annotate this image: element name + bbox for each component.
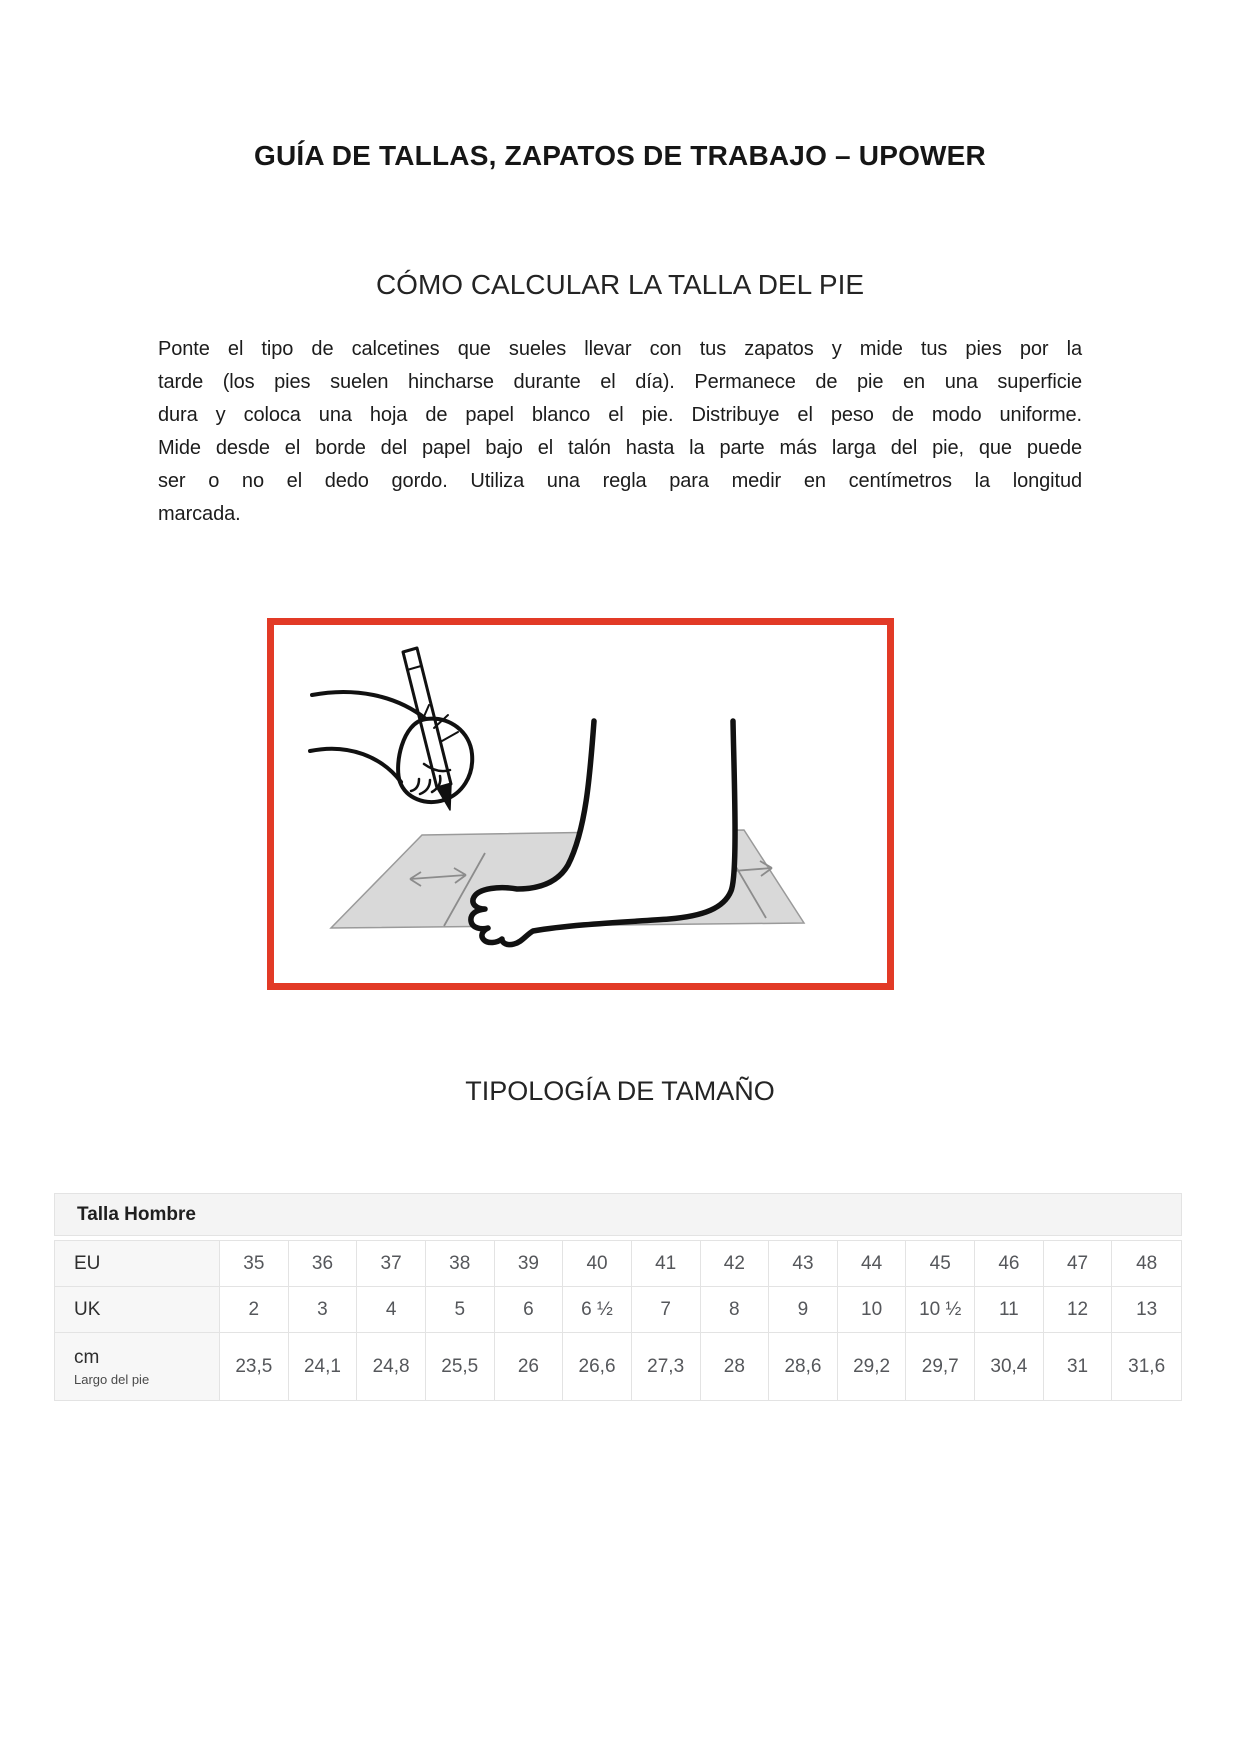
size-cell: 2 bbox=[220, 1287, 289, 1332]
size-cell: 9 bbox=[769, 1287, 838, 1332]
size-table-header bbox=[54, 1193, 1182, 1236]
size-cell: 11 bbox=[975, 1287, 1044, 1332]
size-cell: 12 bbox=[1044, 1287, 1113, 1332]
size-cell: 44 bbox=[838, 1241, 907, 1286]
size-cell: 39 bbox=[495, 1241, 564, 1286]
paragraph-line: dura y coloca una hoja de papel blanco el pie. Distribuye el peso de modo uniforme. bbox=[158, 404, 1082, 426]
size-cell: 13 bbox=[1112, 1287, 1181, 1332]
size-cell: 40 bbox=[563, 1241, 632, 1286]
size-table-grid bbox=[54, 1240, 1182, 1401]
foot-measurement-illustration bbox=[267, 618, 894, 990]
hand-with-pencil bbox=[312, 692, 426, 719]
size-cell: 41 bbox=[632, 1241, 701, 1286]
paragraph-line: Ponte el tipo de calcetines que sueles llevar con tus zapatos y mide tus pies por la bbox=[158, 338, 1082, 360]
size-cell: 26,6 bbox=[563, 1333, 632, 1400]
size-cell: 4 bbox=[357, 1287, 426, 1332]
size-cell: 23,5 bbox=[220, 1333, 289, 1400]
size-cell: 37 bbox=[357, 1241, 426, 1286]
size-cell: 43 bbox=[769, 1241, 838, 1286]
size-cell: 36 bbox=[289, 1241, 358, 1286]
size-cell: 48 bbox=[1112, 1241, 1181, 1286]
paragraph-line: tarde (los pies suelen hincharse durante el día). Permanece de pie en una superficie bbox=[158, 371, 1082, 393]
size-cell: 42 bbox=[701, 1241, 770, 1286]
size-cell: 6 ½ bbox=[563, 1287, 632, 1332]
instructions-paragraph bbox=[158, 333, 1082, 531]
size-table bbox=[54, 1193, 1182, 1401]
size-cell: 47 bbox=[1044, 1241, 1113, 1286]
size-cell: 31,6 bbox=[1112, 1333, 1181, 1400]
section-heading-how-to-measure: CÓMO CALCULAR LA TALLA DEL PIE bbox=[375, 269, 865, 300]
size-cell: 28,6 bbox=[769, 1333, 838, 1400]
row-sublabel-foot-length: Largo del pie bbox=[74, 1371, 150, 1387]
row-label-eu: EU bbox=[55, 1241, 220, 1286]
size-cell: 5 bbox=[426, 1287, 495, 1332]
row-label-cm: cm Largo del pie bbox=[55, 1333, 220, 1400]
size-cell: 24,1 bbox=[289, 1333, 358, 1400]
size-cell: 31 bbox=[1044, 1333, 1113, 1400]
size-cell: 10 bbox=[838, 1287, 907, 1332]
size-cell: 10 ½ bbox=[906, 1287, 975, 1332]
size-cell: 29,7 bbox=[906, 1333, 975, 1400]
table-row-uk bbox=[55, 1286, 1181, 1332]
size-cell: 30,4 bbox=[975, 1333, 1044, 1400]
paragraph-line: Mide desde el borde del papel bajo el talón hasta la parte más larga del pie, que puede bbox=[158, 437, 1082, 459]
size-cell: 24,8 bbox=[357, 1333, 426, 1400]
section-heading-size-typology: TIPOLOGÍA DE TAMAÑO bbox=[465, 1076, 775, 1106]
row-label-uk: UK bbox=[55, 1287, 220, 1332]
page-title: GUÍA DE TALLAS, ZAPATOS DE TRABAJO – UPOWER bbox=[254, 140, 986, 171]
table-row-cm bbox=[55, 1332, 1181, 1400]
foot-tracing-image bbox=[274, 625, 887, 983]
size-cell: 6 bbox=[495, 1287, 564, 1332]
size-cell: 28 bbox=[701, 1333, 770, 1400]
size-table-header-label: Talla Hombre bbox=[77, 1203, 196, 1225]
size-cell: 35 bbox=[220, 1241, 289, 1286]
table-row-eu bbox=[55, 1241, 1181, 1286]
paragraph-line: ser o no el dedo gordo. Utiliza una regla para medir en centímetros la longitud bbox=[158, 470, 1082, 492]
size-cell: 45 bbox=[906, 1241, 975, 1286]
size-cell: 38 bbox=[426, 1241, 495, 1286]
size-cell: 26 bbox=[495, 1333, 564, 1400]
paragraph-line: marcada. bbox=[158, 503, 241, 525]
size-cell: 29,2 bbox=[838, 1333, 907, 1400]
size-cell: 27,3 bbox=[632, 1333, 701, 1400]
size-cell: 25,5 bbox=[426, 1333, 495, 1400]
size-cell: 7 bbox=[632, 1287, 701, 1332]
size-cell: 46 bbox=[975, 1241, 1044, 1286]
size-cell: 8 bbox=[701, 1287, 770, 1332]
size-cell: 3 bbox=[289, 1287, 358, 1332]
